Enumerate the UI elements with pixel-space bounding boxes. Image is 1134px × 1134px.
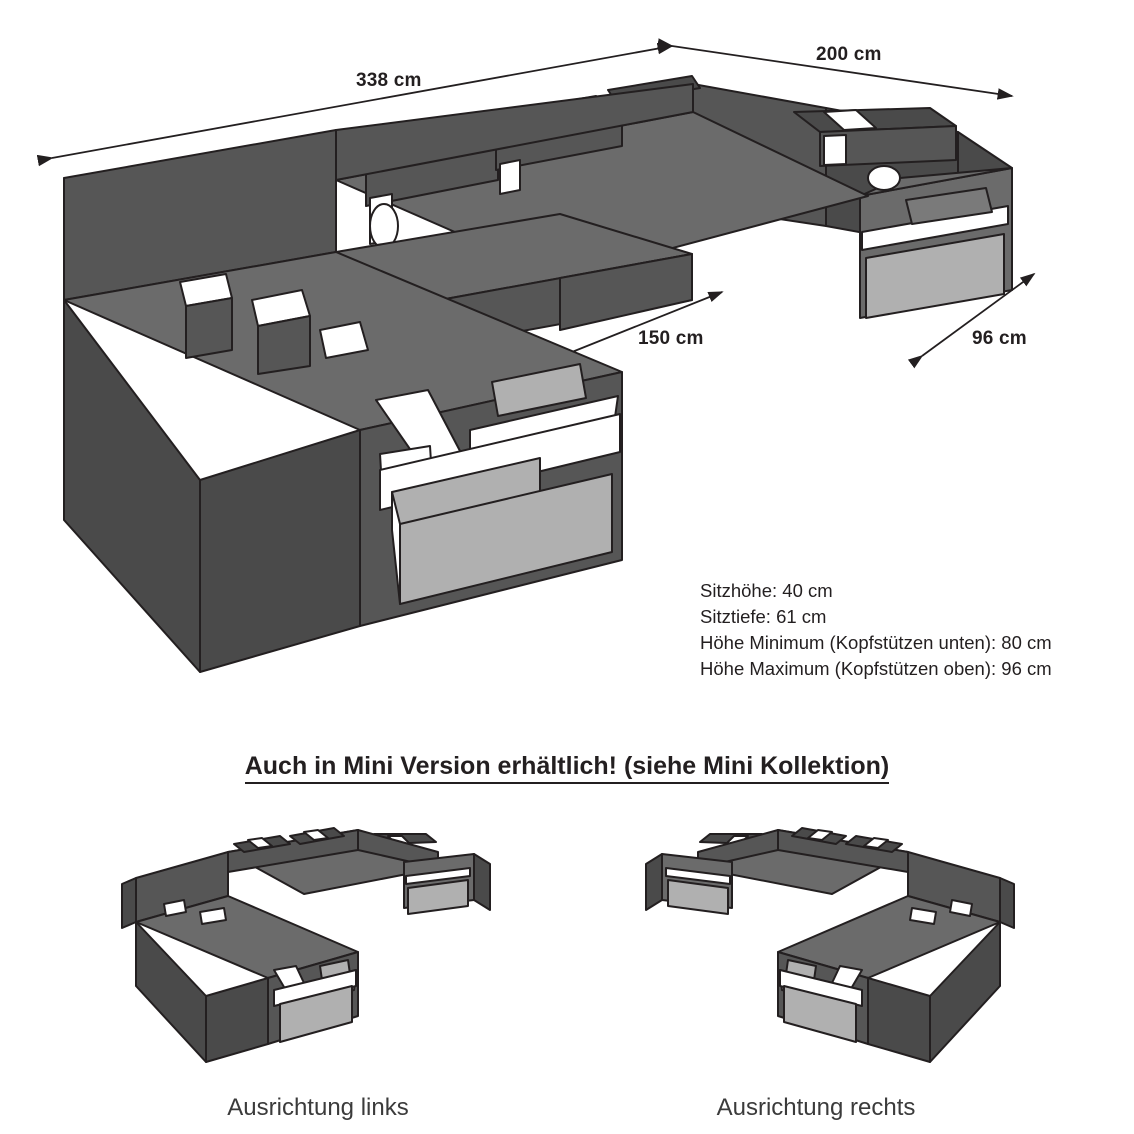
mini-version-heading [0, 752, 1134, 781]
specs-list [700, 578, 1052, 682]
dimension-label-200: 200 cm [816, 44, 882, 65]
dimension-label-96: 96 cm [972, 328, 1027, 349]
spec-hoehe-minimum: Höhe Minimum (Kopfstützen unten): 80 cm [700, 632, 1052, 653]
mini-caption-left: Ausrichtung links [227, 1094, 409, 1121]
mini-caption-right: Ausrichtung rechts [716, 1094, 916, 1121]
spec-hoehe-maximum: Höhe Maximum (Kopfstützen oben): 96 cm [700, 658, 1052, 679]
dimension-label-150: 150 cm [638, 328, 704, 349]
spec-sitztiefe: Sitztiefe: 61 cm [700, 606, 827, 627]
mini-sofa-left-illustration [108, 810, 528, 1070]
mini-sofa-right-illustration [608, 810, 1028, 1070]
mini-version-heading-text: Auch in Mini Version erhältlich! (siehe Mini Kollektion) [245, 752, 890, 784]
dimension-label-338: 338 cm [356, 70, 422, 91]
spec-sitzhoehe: Sitzhöhe: 40 cm [700, 580, 833, 601]
